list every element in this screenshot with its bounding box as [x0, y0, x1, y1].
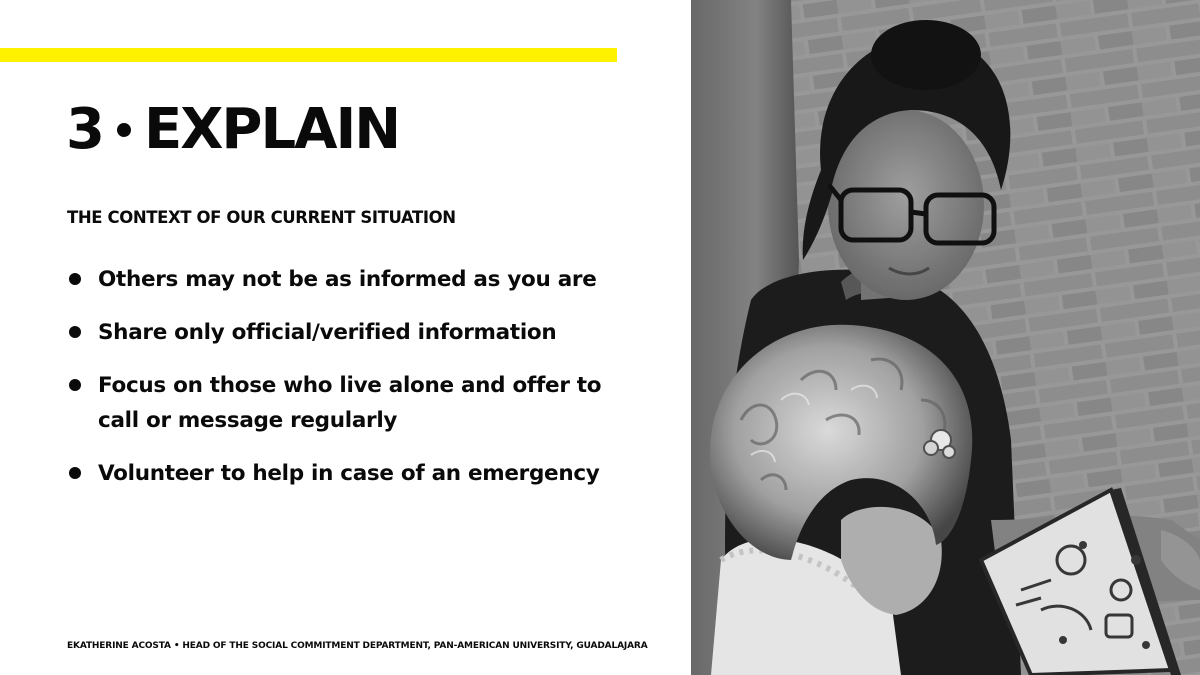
slide-title	[66, 95, 399, 165]
title-text: EXPLAIN	[143, 97, 400, 162]
woman-and-child-reading-photo	[691, 0, 1200, 675]
bullet-item	[68, 315, 628, 350]
title-number: 3	[66, 97, 103, 162]
bullet-item	[68, 368, 628, 438]
bullet-dot-icon	[69, 379, 81, 391]
bullet-dot-icon	[69, 467, 81, 479]
title-separator-dot	[117, 123, 131, 137]
accent-bar	[0, 48, 617, 62]
bullet-item	[68, 262, 628, 297]
slide-footer: EKATHERINE ACOSTA • HEAD OF THE SOCIAL COMMITMENT DEPARTMENT, PAN-AMERICAN UNIVERSITY, GUADALAJARA	[67, 641, 648, 651]
bullet-list	[68, 262, 628, 509]
bullet-text: Focus on those who live alone and offer to call or message regularly	[98, 373, 602, 433]
bullet-text: Share only official/verified information	[98, 320, 557, 345]
bullet-text: Volunteer to help in case of an emergency	[98, 461, 600, 486]
bullet-dot-icon	[69, 273, 81, 285]
bullet-text: Others may not be as informed as you are	[98, 267, 597, 292]
bullet-item	[68, 456, 628, 491]
slide-subtitle: THE CONTEXT OF OUR CURRENT SITUATION	[67, 208, 456, 227]
bullet-dot-icon	[69, 326, 81, 338]
photo-illustration	[691, 0, 1200, 675]
